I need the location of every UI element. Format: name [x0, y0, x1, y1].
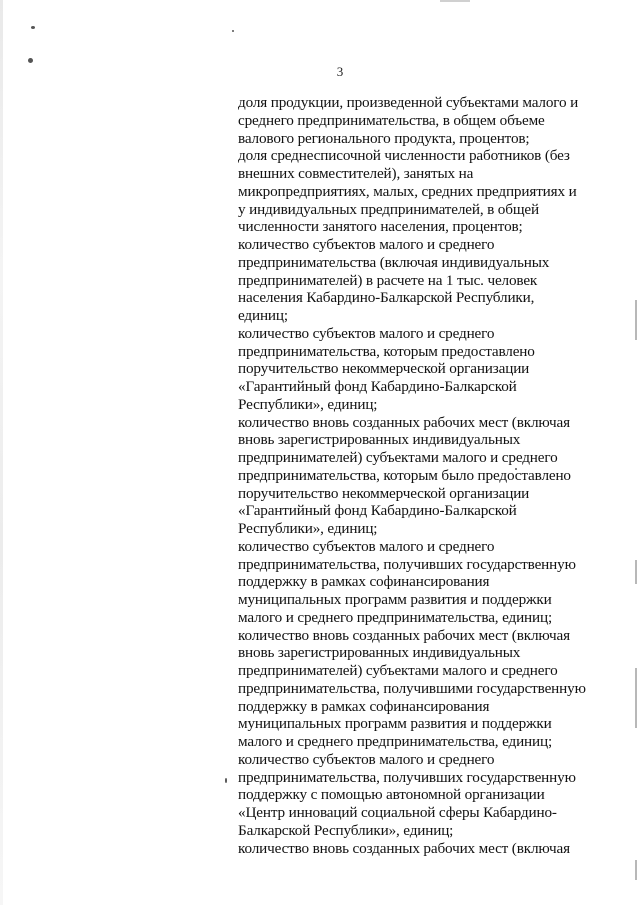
text-line: предпринимательства, которым предоставлено [238, 342, 535, 360]
text-line: доля продукции, произведенной субъектами малого и [238, 94, 579, 111]
text-line: предпринимательства, получивших государственную [238, 555, 576, 573]
scan-left-edge [0, 0, 3, 905]
text-line: количество субъектов малого и среднего [238, 236, 495, 253]
text-line: количество субъектов малого и среднего [238, 324, 495, 342]
text-line: среднего предпринимательства, в общем объеме [238, 111, 545, 129]
text-line: единиц; [238, 307, 288, 324]
scan-speck [225, 778, 227, 783]
text-line: малого и среднего предпринимательства, единиц; [238, 733, 553, 750]
text-line: муниципальных программ развития и поддержки [238, 715, 552, 733]
text-line: «Гарантийный фонд Кабардино-Балкарской [238, 502, 517, 520]
text-line: внешних совместителей), занятых на [238, 165, 474, 182]
text-line: поручительство некоммерческой организации [238, 360, 530, 378]
scan-speck [28, 58, 33, 63]
text-line: населения Кабардино-Балкарской Республики, [238, 289, 535, 307]
page-number: 3 [336, 64, 344, 79]
text-line: предпринимателей) субъектами малого и среднего [238, 662, 558, 679]
text-line: Балкарской Республики», единиц; [238, 821, 454, 839]
text-line: валового регионального продукта, процентов; [238, 129, 530, 147]
scan-speck [232, 30, 234, 32]
scan-right-edge-mark [635, 668, 637, 728]
text-line: микропредприятиях, малых, средних предприятиях и [238, 182, 577, 200]
text-line: поручительство некоммерческой организации [238, 484, 530, 502]
scan-right-edge-mark [635, 860, 637, 880]
text-line: у индивидуальных предпринимателей, в общей [238, 200, 539, 218]
text-line: Республики», единиц; [238, 395, 378, 413]
document-body-text [238, 94, 600, 857]
text-line: количество вновь созданных рабочих мест (включая [238, 626, 570, 644]
text-line: поддержку в рамках софинансирования [238, 573, 490, 591]
text-line: предпринимателей) субъектами малого и среднего [238, 449, 558, 466]
text-line: доля среднесписочной численности работников (без [238, 147, 570, 165]
text-line: предпринимательства, получивших государственную [238, 768, 576, 786]
text-line: вновь зарегистрированных индивидуальных [238, 431, 521, 449]
text-line: вновь зарегистрированных индивидуальных [238, 644, 521, 662]
text-line: муниципальных программ развития и поддержки [238, 591, 552, 608]
scan-right-edge-mark [635, 300, 637, 340]
text-line: предпринимательства, получившими государственную [238, 679, 586, 697]
text-line: количество вновь созданных рабочих мест (включая [238, 413, 570, 431]
text-line: «Гарантийный фонд Кабардино-Балкарской [238, 378, 517, 395]
text-line: численности занятого населения, процентов; [238, 218, 523, 236]
text-line: малого и среднего предпринимательства, единиц; [238, 608, 553, 626]
text-line: поддержку с помощью автономной организации [238, 786, 545, 804]
scan-speck [31, 26, 35, 29]
scan-top-mark [440, 0, 470, 2]
text-line: предпринимательства, которым было предоставлено [238, 466, 571, 484]
text-line: поддержку в рамках софинансирования [238, 697, 490, 715]
text-line: Республики», единиц; [238, 520, 378, 537]
text-line: предпринимателей) в расчете на 1 тыс. человек [238, 271, 538, 289]
text-line: количество субъектов малого и среднего [238, 537, 495, 555]
text-line: количество вновь созданных рабочих мест (включая [238, 839, 570, 857]
scan-right-edge-mark [635, 560, 637, 584]
text-line: «Центр инноваций социальной сферы Кабардино- [238, 804, 557, 821]
text-line: предпринимательства (включая индивидуальных [238, 253, 550, 271]
text-line: количество субъектов малого и среднего [238, 750, 495, 768]
